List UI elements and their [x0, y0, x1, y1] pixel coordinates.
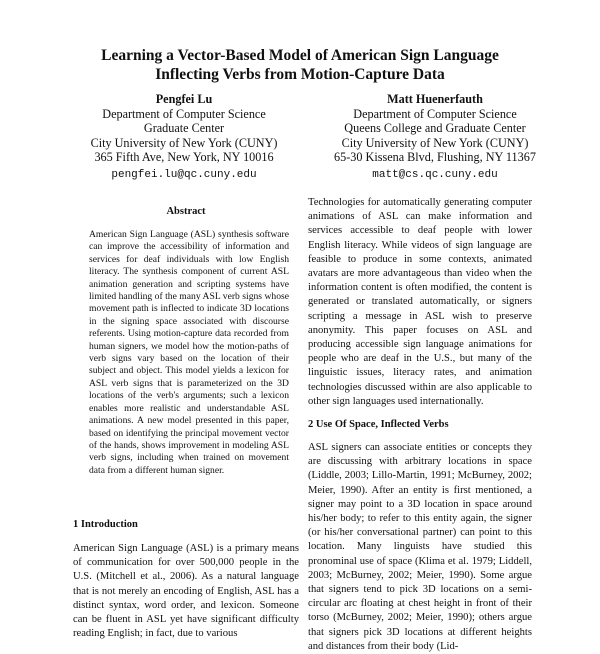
author-name: Matt Huenerfauth: [387, 92, 483, 106]
author-university: City University of New York (CUNY): [90, 135, 278, 150]
author-address: 65-30 Kissena Blvd, Flushing, NY 11367: [334, 150, 536, 165]
intro-continued-text: Technologies for automatically generating computer animations of ASL can make information and services accessible to deaf people with lower English literacy. While videos of sign language are feasible to produce in some contexts, animated avatars are more advantageous than video when the information content is often modified, the content is generated or translated automatically, or signers scripting a message in ASL wish to preserve anonymity. This paper focuses on ASL and producing accessible sign language animations for people who are deaf in the U.S., but many of the linguistic issues, literacy rates, and animation technologies discussed within are also applicable to other sign languages used internationally.: [308, 197, 532, 407]
title-line-2: Inflecting Verbs from Motion-Capture Data: [155, 66, 445, 83]
section-2-heading: 2 Use Of Space, Inflected Verbs: [308, 419, 449, 430]
author-institution: Queens College and Graduate Center: [344, 121, 526, 136]
author-university: City University of New York (CUNY): [341, 135, 529, 150]
author-email[interactable]: matt@cs.qc.cuny.edu: [372, 168, 498, 181]
author-block-2: [305, 92, 565, 183]
section-1-text: American Sign Language (ASL) is a primary means of communication for over 500,000 people in the U.S. (Mitchell et al., 2006). As a natural language that is not merely an encoding of English, ASL has a distinct syntax, word order, and lexicon. Someone can be fluent in ASL yet have significant difficulty reading English; in fact, due to various: [73, 543, 299, 640]
author-name: Pengfei Lu: [155, 92, 213, 106]
abstract-heading: Abstract: [166, 206, 206, 217]
author-department: Department of Computer Science: [353, 106, 517, 121]
author-block-1: [54, 92, 314, 183]
author-address: 365 Fifth Ave, New York, NY 10016: [94, 150, 274, 165]
section-1-heading: 1 Introduction: [73, 519, 138, 530]
section-2-text: ASL signers can associate entities or concepts they are discussing with arbitrary locations in space (Liddle, 2003; Lillo-Martin, 1991; McBurney, 2002; Meier, 1990). After an entity is first mentioned, a signer may point to a 3D location in space around his/her body; to refer to this entity again, the signer (or his/her conversational partner) can point to this location. Many linguists have studied this pronominal use of space (Klima et al. 1979; Liddell, 2003; McBurney, 2002; Meier, 1990). Some argue that signers tend to pick 3D locations on a semi-circular arc floating at chest height in front of their torso (McBurney, 2002; Meier, 1990); others argue that signers pick 3D locations at different heights and distances from their body (Lid-: [308, 442, 532, 652]
author-department: Department of Computer Science: [102, 106, 266, 121]
abstract-text: American Sign Language (ASL) synthesis software can improve the accessibility of information and services for deaf individuals with low English literacy. The synthesis component of current ASL animation generation and scripting systems have limited handling of the many ASL verb signs whose movement path is inflected to indicate 3D locations in the signing space associated with discourse referents. Using motion-capture data recorded from human signers, we model how the motion-paths of verb signs vary based on the location of their subject and object. This model yields a lexicon for ASL verb signs that is parameterized on the 3D locations of the verb's arguments; such a lexicon enables more realistic and understandable ASL animations. A new model presented in this paper, based on identifying the principal movement vector of the hands, shows improvement in modeling ASL verb signs, including when trained on movement data from a different human signer.: [89, 229, 289, 476]
author-institution: Graduate Center: [143, 121, 225, 136]
title-line-1: Learning a Vector-Based Model of American Sign Language: [101, 47, 499, 64]
paper-title: [0, 46, 600, 84]
author-email[interactable]: pengfei.lu@qc.cuny.edu: [111, 168, 257, 181]
